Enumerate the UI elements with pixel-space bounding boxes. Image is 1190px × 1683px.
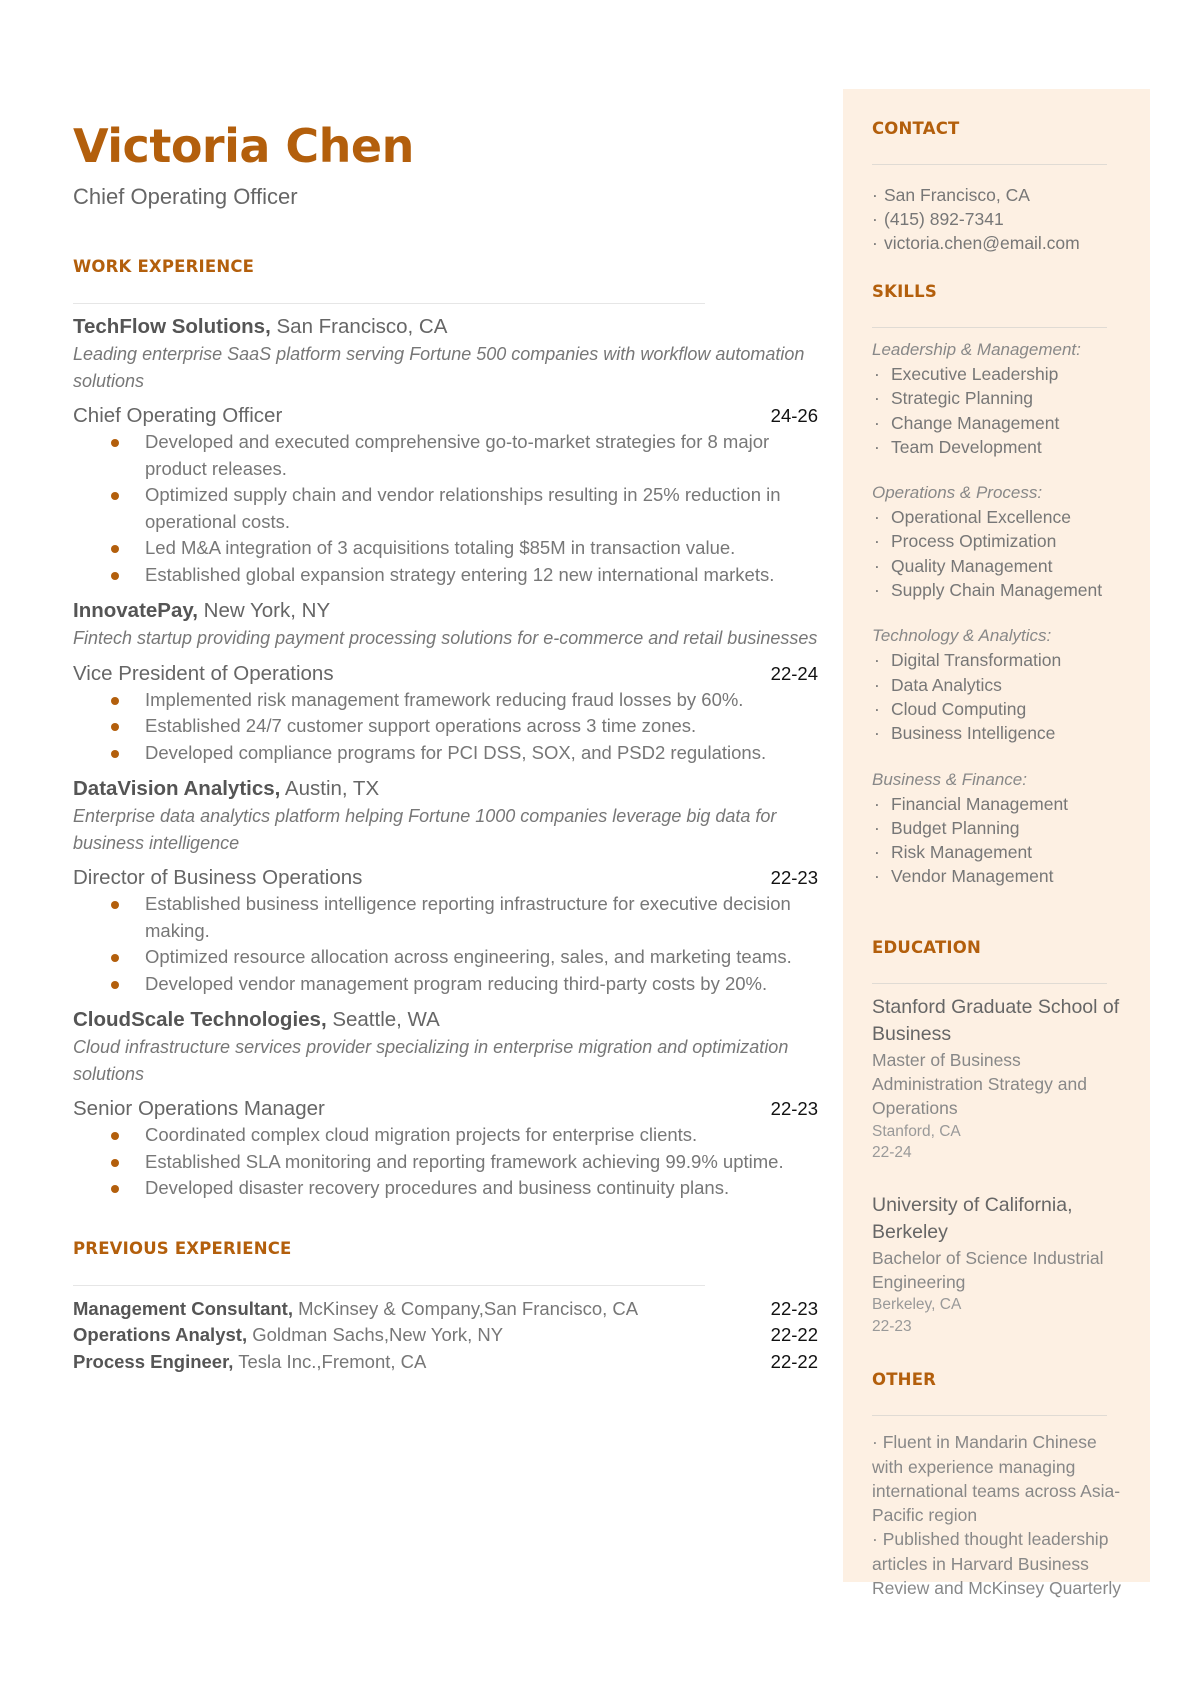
other-list [872,1430,1122,1600]
skill-item [872,864,1122,888]
section-divider [872,1415,1107,1416]
degree: Bachelor of Science Industrial Engineering [872,1247,1104,1292]
other-item [872,1430,1122,1527]
skill-text: Change Management [891,412,1060,433]
skill-text: Risk Management [891,842,1033,863]
bullet-icon: · [874,650,880,671]
achievement-text: Established global expansion strategy entering 12 new international markets. [145,563,775,585]
job-entry [73,1006,818,1202]
role-dates: 22-23 [770,1098,818,1119]
company-location: New York, NY [197,599,331,622]
bullet-dot-icon [111,492,119,500]
bullet-icon: · [872,233,878,253]
bullet-icon: · [872,1432,878,1453]
bullet-dot-icon [111,1132,119,1140]
skill-item [872,840,1122,864]
bullet-icon: · [874,842,880,863]
previous-employer: Tesla Inc.,Fremont, CA [233,1350,427,1372]
section-heading-education: EDUCATION [872,937,981,957]
company-line [73,597,818,624]
role-row [73,1095,818,1122]
company-line [73,775,818,802]
skill-list [872,362,1122,459]
skill-text: Cloud Computing [891,698,1027,719]
bullet-dot-icon [111,954,119,962]
skill-item [872,411,1122,435]
skill-text: Operational Excellence [891,507,1071,528]
company-name: TechFlow Solutions, [73,315,271,338]
skill-list [872,505,1122,602]
company-name: InnovatePay, [73,599,198,622]
contact-text: victoria.chen@email.com [884,233,1080,253]
bullet-icon: · [874,866,880,887]
bullet-dot-icon [111,1159,119,1167]
achievement-list [73,429,818,588]
role-row [73,660,818,687]
skill-category: Business & Finance: [872,769,1027,789]
company-location: San Francisco, CA [270,315,448,338]
company-description: Fintech startup providing payment processing solutions for e-commerce and retail businesses [73,628,818,648]
skill-item [872,362,1122,386]
job-entry [73,313,818,588]
skill-item [872,386,1122,410]
role-title: Director of Business Operations [73,866,363,889]
skill-item [872,697,1122,721]
candidate-title: Chief Operating Officer [73,184,298,209]
contact-text: (415) 892-7341 [884,209,1004,229]
bullet-dot-icon [111,750,119,758]
education-entry [872,1192,1122,1338]
achievement-item [73,429,818,482]
role-title: Senior Operations Manager [73,1097,325,1120]
previous-role-line [73,1349,426,1376]
skill-item [872,578,1122,602]
section-divider [73,1285,705,1286]
skill-item [872,721,1122,745]
achievement-item [73,482,818,535]
skill-text: Budget Planning [891,817,1020,838]
role-row [73,864,818,891]
bullet-icon: · [872,209,878,229]
achievement-item [73,1122,818,1149]
achievement-item [73,1149,818,1176]
sidebar [843,89,1150,1599]
previous-role-line [73,1296,638,1323]
skill-text: Strategic Planning [891,388,1034,409]
bullet-icon: · [874,698,880,719]
bullet-dot-icon [111,545,119,553]
skill-category: Operations & Process: [872,483,1043,503]
achievement-list [73,891,818,997]
school-name: University of California, Berkeley [872,1193,1073,1243]
other-text: Fluent in Mandarin Chinese with experience managing international teams across Asia-Pacific region [872,1432,1121,1526]
other-section [872,1369,1122,1600]
skill-text: Supply Chain Management [891,580,1103,601]
previous-dates: 22-22 [770,1350,818,1372]
education-entry [872,994,1122,1164]
skill-category: Leadership & Management: [872,340,1081,359]
job-list [73,313,818,1202]
section-heading-previous-experience: PREVIOUS EXPERIENCE [73,1238,292,1258]
skill-item [872,816,1122,840]
skill-text: Team Development [891,436,1042,457]
skill-item [872,529,1122,553]
previous-role: Management Consultant, [73,1297,293,1319]
company-description: Enterprise data analytics platform helping Fortune 1000 companies leverage big data for business intelligence [73,806,777,853]
previous-dates: 22-22 [770,1324,818,1345]
skill-text: Business Intelligence [891,723,1056,744]
skill-text: Process Optimization [891,531,1057,552]
bullet-dot-icon [111,439,119,447]
achievement-text: Optimized resource allocation across engineering, sales, and marketing teams. [145,946,792,967]
section-heading-contact: CONTACT [872,119,960,138]
school-name: Stanford Graduate School of Business [872,995,1120,1045]
bullet-dot-icon [111,981,119,989]
other-item [872,1527,1122,1600]
previous-dates: 22-23 [770,1297,818,1319]
bullet-dot-icon [111,697,119,705]
achievement-list [73,1122,818,1202]
bullet-dot-icon [111,1185,119,1193]
role-dates: 22-24 [770,662,818,684]
bullet-icon: · [874,723,880,744]
skill-item [872,505,1122,529]
previous-experience-row [73,1296,818,1323]
previous-experience-list [73,1296,818,1376]
skill-group [872,481,1122,602]
skill-list [872,648,1122,745]
bullet-icon: · [874,817,880,838]
bullet-icon: · [874,531,880,552]
skill-text: Digital Transformation [891,650,1062,671]
achievement-text: Coordinated complex cloud migration projects for enterprise clients. [145,1124,698,1145]
skill-item [872,792,1122,816]
achievement-text: Established 24/7 customer support operations across 3 time zones. [145,715,697,736]
section-heading-work-experience: WORK EXPERIENCE [73,257,255,276]
skill-item [872,648,1122,672]
contact-text: San Francisco, CA [884,185,1030,205]
company-name: DataVision Analytics, [73,777,281,800]
achievement-text: Established business intelligence reporting infrastructure for executive decision making. [145,893,791,941]
contact-item [872,207,1122,231]
other-text: Published thought leadership articles in Harvard Business Review and McKinsey Quarterly [872,1529,1121,1599]
achievement-item [73,971,818,998]
section-divider [872,327,1107,328]
bullet-icon: · [874,674,880,695]
role-dates: 24-26 [770,405,818,426]
main-column [73,118,818,1375]
skill-text: Vendor Management [891,866,1054,887]
education-dates: 22-23 [872,1317,912,1335]
role-title: Chief Operating Officer [73,404,283,427]
role-dates: 22-23 [770,867,818,888]
skill-list [872,792,1122,889]
section-heading-other: OTHER [872,1370,937,1390]
job-entry [73,597,818,766]
section-heading-skills: SKILLS [872,282,937,301]
skill-item [872,435,1122,459]
company-description: Cloud infrastructure services provider specializing in enterprise migration and optimization solutions [73,1037,789,1084]
skill-category: Technology & Analytics: [872,626,1052,646]
candidate-name: Victoria Chen [73,119,414,173]
bullet-icon: · [874,436,880,457]
achievement-text: Implemented risk management framework reducing fraud losses by 60%. [145,688,744,710]
previous-role: Operations Analyst, [73,1324,248,1345]
achievement-item [73,535,818,562]
achievement-item [73,740,818,767]
achievement-text: Developed disaster recovery procedures and business continuity plans. [145,1177,730,1198]
education-dates: 22-24 [872,1144,912,1162]
bullet-icon: · [872,1529,878,1550]
achievement-text: Established SLA monitoring and reporting framework achieving 99.9% uptime. [145,1150,784,1172]
section-divider [872,164,1107,165]
skill-text: Data Analytics [891,674,1002,695]
contact-item [872,183,1122,207]
company-location: Austin, TX [280,777,380,800]
bullet-icon: · [874,580,880,601]
bullet-icon: · [874,364,880,384]
skills-section [872,281,1122,889]
achievement-text: Developed compliance programs for PCI DSS, SOX, and PSD2 regulations. [145,741,767,763]
bullet-icon: · [874,555,880,576]
previous-role-line [73,1322,503,1349]
bullet-icon: · [874,793,880,814]
skill-text: Executive Leadership [891,364,1059,384]
achievement-list [73,687,818,767]
achievement-item [73,1175,818,1202]
school-location: Berkeley, CA [872,1296,962,1314]
bullet-dot-icon [111,723,119,731]
company-description: Leading enterprise SaaS platform serving Fortune 500 companies with workflow automation solutions [73,344,805,391]
section-divider [73,303,705,304]
skill-item [872,673,1122,697]
skill-group [872,768,1122,889]
bullet-icon: · [874,507,880,528]
skill-group [872,624,1122,745]
contact-item [872,231,1122,255]
achievement-text: Developed vendor management program reducing third-party costs by 20%. [145,972,768,994]
bullet-icon: · [874,412,880,433]
previous-experience-row [73,1349,818,1376]
company-name: CloudScale Technologies, [73,1008,327,1031]
skill-item [872,554,1122,578]
education-section [872,937,1122,1337]
skill-group [872,338,1122,459]
section-divider [872,983,1107,984]
bullet-icon: · [872,185,878,205]
achievement-text: Led M&A integration of 3 acquisitions totaling $85M in transaction value. [145,537,736,558]
previous-experience-section [73,1238,818,1376]
previous-role: Process Engineer, [73,1350,234,1372]
contact-section [872,118,1122,255]
skill-text: Financial Management [891,793,1069,814]
achievement-item [73,944,818,971]
company-line [73,313,818,340]
work-experience-section [73,256,818,1202]
role-title: Vice President of Operations [73,661,334,685]
education-list [872,994,1122,1337]
role-row [73,402,818,429]
achievement-item [73,713,818,740]
school-location: Stanford, CA [872,1122,961,1140]
bullet-icon: · [874,388,880,409]
skill-text: Quality Management [891,555,1053,576]
achievement-item [73,562,818,589]
job-entry [73,775,818,997]
bullet-dot-icon [111,572,119,580]
contact-list [872,183,1122,255]
degree: Master of Business Administration Strategy and Operations [872,1049,1087,1119]
achievement-item [73,687,818,714]
previous-employer: Goldman Sachs,New York, NY [247,1324,504,1345]
company-line [73,1006,818,1033]
skills-groups [872,338,1122,889]
achievement-text: Optimized supply chain and vendor relationships resulting in 25% reduction in operational costs. [145,484,781,532]
bullet-dot-icon [111,901,119,909]
achievement-text: Developed and executed comprehensive go-to-market strategies for 8 major product releases. [145,431,770,479]
company-location: Seattle, WA [326,1008,440,1031]
achievement-item [73,891,818,944]
previous-experience-row [73,1322,818,1349]
previous-employer: McKinsey & Company,San Francisco, CA [292,1297,639,1319]
